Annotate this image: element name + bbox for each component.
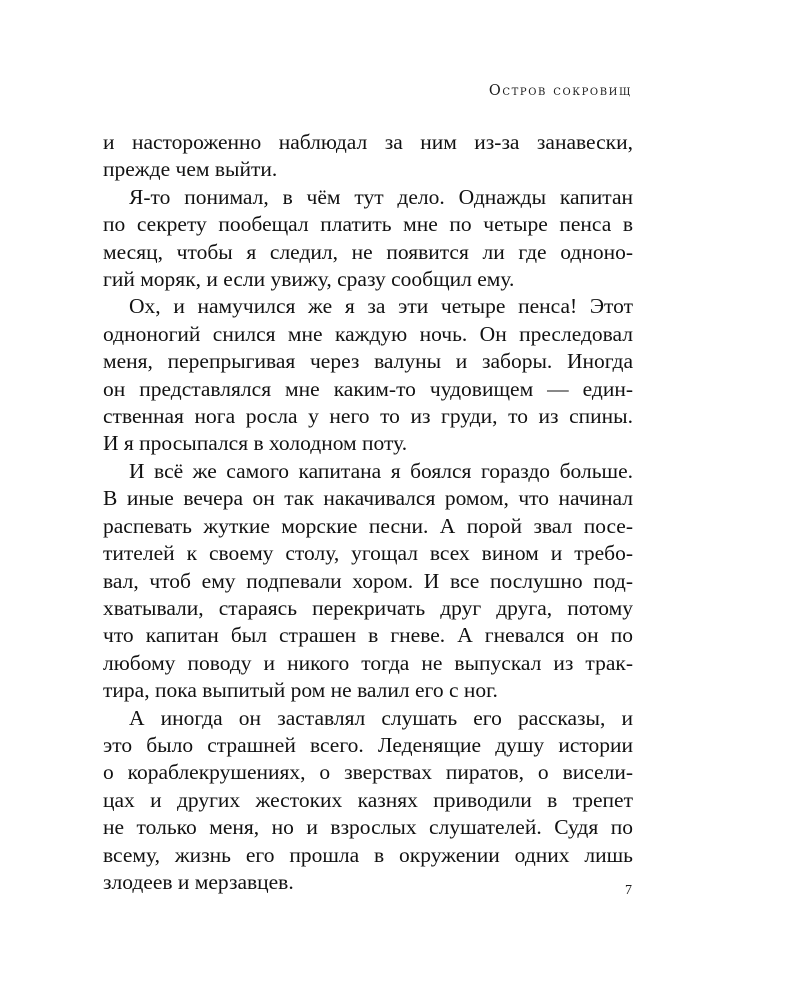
text-line: ственная нога росла у него то из груди, то из спины. xyxy=(103,404,633,429)
text-line: и настороженно наблюдал за ним из-за занавески, xyxy=(103,130,633,154)
text-line: о кораблекрушениях, о зверствах пиратов, о висели- xyxy=(103,760,633,785)
text-line: Я-то понимал, в чём тут дело. Однажды капитан xyxy=(129,184,633,209)
text-line: что капитан был страшен в гневе. А гневался он по xyxy=(103,623,633,648)
text-line: меня, перепрыгивая через валуны и заборы. Иногда xyxy=(103,349,633,374)
text-line: гий моряк, и если увижу, сразу сообщил ему. xyxy=(103,267,515,292)
text-line: цах и других жестоких казнях приводили в трепет xyxy=(103,787,633,812)
text-line: А иногда он заставлял слушать его рассказы, и xyxy=(129,705,633,730)
paragraph xyxy=(103,705,633,897)
paragraph xyxy=(103,458,633,705)
text-line: В иные вечера он так накачивался ромом, что начинал xyxy=(103,486,633,511)
text-line: вал, чтоб ему подпевали хором. И все послушно под- xyxy=(103,568,633,593)
text-line: любому поводу и никого тогда не выпускал из трак- xyxy=(103,650,633,675)
text-line: тителей к своему столу, угощал всех вином и требо- xyxy=(103,541,633,566)
text-line: злодеев и мерзавцев. xyxy=(103,869,294,894)
paragraph xyxy=(103,129,633,184)
text-line: он представлялся мне каким-то чудовищем — един- xyxy=(103,376,633,401)
text-line: одноногий снился мне каждую ночь. Он преследовал xyxy=(103,321,633,346)
body-text xyxy=(103,129,633,896)
page-number: 7 xyxy=(625,883,632,898)
text-line: не только меня, но и взрослых слушателей. Судя по xyxy=(103,815,633,840)
text-line: прежде чем выйти. xyxy=(103,157,278,182)
text-line: И всё же самого капитана я боялся гораздо больше. xyxy=(129,458,633,483)
paragraph xyxy=(103,184,633,294)
text-line: тира, пока выпитый ром не валил его с ног. xyxy=(103,678,498,703)
text-line: хватывали, стараясь перекричать друг друга, потому xyxy=(103,595,633,620)
text-line: месяц, чтобы я следил, не появится ли где одноно- xyxy=(103,239,633,264)
text-line: распевать жуткие морские песни. А порой звал посе- xyxy=(103,513,633,538)
text-line: И я просыпался в холодном поту. xyxy=(103,431,408,456)
paragraph xyxy=(103,293,633,457)
running-head: Остров сокровищ xyxy=(488,83,632,99)
text-line: это было страшней всего. Леденящие душу истории xyxy=(103,732,633,757)
text-line: по секрету пообещал платить мне по четыре пенса в xyxy=(103,212,633,237)
text-line: Ох, и намучился же я за эти четыре пенса! Этот xyxy=(129,294,633,319)
text-line: всему, жизнь его прошла в окружении одних лишь xyxy=(103,842,633,867)
